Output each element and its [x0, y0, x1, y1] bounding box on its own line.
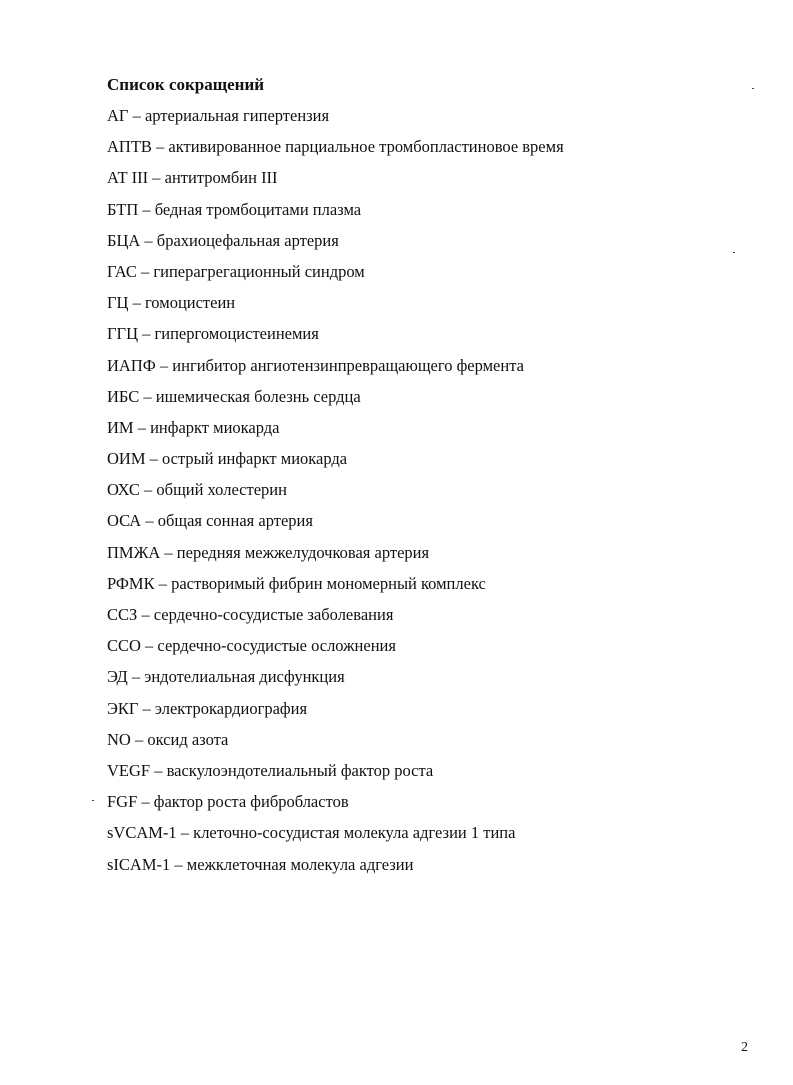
scan-speck — [92, 800, 94, 801]
abbreviation-item: ОИМ – острый инфаркт миокарда — [107, 449, 348, 469]
abbreviation-item: БЦА – брахиоцефальная артерия — [107, 230, 339, 250]
abbreviation-item: ОСА – общая сонная артерия — [107, 511, 313, 531]
abbreviation-item: sVCAM-1 – клеточно-сосудистая молекула адгезии 1 типа — [107, 823, 516, 843]
scan-speck — [733, 252, 735, 253]
abbreviation-item: sICAM-1 – межклеточная молекула адгезии — [107, 854, 414, 874]
abbreviation-item: ПМЖА – передняя межжелудочковая артерия — [107, 542, 430, 562]
abbreviation-item: АПТВ – активированное парциальное тромбопластиновое время — [107, 137, 564, 157]
abbreviation-item: ГАС – гиперагрегационный синдром — [107, 261, 365, 281]
abbreviation-item: ССО – сердечно-сосудистые осложнения — [107, 636, 396, 656]
abbreviation-item: ГГЦ – гипергомоцистеинемия — [107, 324, 319, 344]
abbreviation-item: БТП – бедная тромбоцитами плазма — [107, 199, 362, 219]
abbreviation-list — [107, 105, 564, 885]
abbreviation-item: ИМ – инфаркт миокарда — [107, 417, 280, 437]
abbreviation-item: ЭД – эндотелиальная дисфункция — [107, 667, 345, 687]
page-title: Список сокращений — [107, 75, 265, 94]
abbreviation-item: АГ – артериальная гипертензия — [107, 106, 330, 125]
abbreviation-item: ЭКГ – электрокардиография — [107, 698, 308, 718]
abbreviation-item: РФМК – растворимый фибрин мономерный комплекс — [107, 573, 486, 593]
scan-speck — [752, 88, 754, 89]
abbreviation-item: ГЦ – гомоцистеин — [107, 293, 236, 313]
abbreviation-item: ИБС – ишемическая болезнь сердца — [107, 386, 361, 406]
page-number: 2 — [741, 1040, 748, 1055]
abbreviation-item: ИАПФ – ингибитор ангиотензинпревращающего фермента — [107, 355, 524, 375]
abbreviation-item: FGF – фактор роста фибробластов — [107, 792, 349, 812]
abbreviation-item: VEGF – васкулоэндотелиальный фактор роста — [107, 760, 434, 780]
abbreviation-item: ССЗ – сердечно-сосудистые заболевания — [107, 605, 394, 624]
abbreviation-item: АТ III – антитромбин III — [107, 168, 278, 188]
abbreviation-item: NO – оксид азота — [107, 729, 229, 749]
abbreviation-item: ОХС – общий холестерин — [107, 480, 287, 500]
